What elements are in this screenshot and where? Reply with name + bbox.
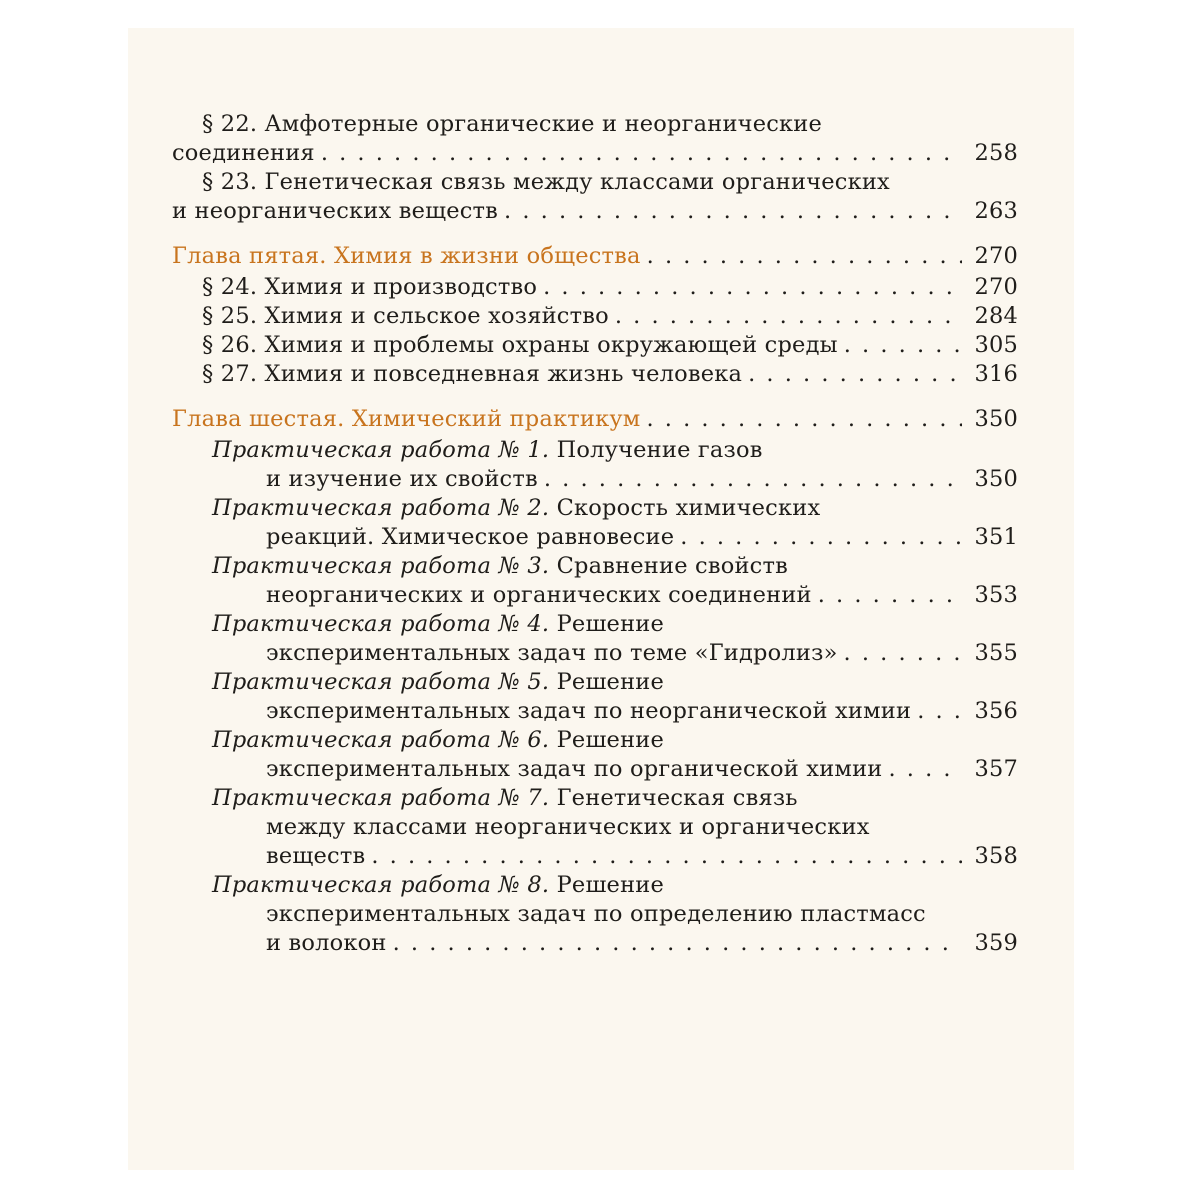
page-number: 359 — [974, 930, 1018, 956]
chapter-title: Глава шестая. Химический практикум — [172, 406, 641, 432]
toc-entry-text: Решение — [549, 727, 664, 753]
toc-entry-practical-6[interactable] — [172, 726, 1018, 784]
page-number: 356 — [974, 698, 1018, 724]
dot-leader — [680, 523, 962, 552]
practical-label: Практическая работа № 4. — [212, 611, 550, 637]
page-number: 316 — [974, 361, 1018, 387]
toc-entry-text: экспериментальных задач по неорганической химии — [266, 698, 912, 724]
toc-entry-practical-7[interactable] — [172, 784, 1018, 871]
chapter-title: Глава пятая. Химия в жизни общества — [172, 243, 641, 269]
dot-leader — [615, 302, 962, 331]
dot-leader — [647, 242, 962, 271]
practical-label: Практическая работа № 1. — [212, 437, 550, 463]
page-number: 350 — [974, 466, 1018, 492]
dot-leader — [917, 697, 962, 726]
toc-entry-text: § 27. Химия и повседневная жизнь человека — [202, 361, 743, 387]
dot-leader — [543, 273, 962, 302]
dot-leader — [889, 755, 963, 784]
toc-entry-section-26[interactable] — [172, 331, 1018, 360]
toc-entry-text: и неорганических веществ — [172, 198, 499, 224]
toc-entry-text: § 24. Химия и производство — [202, 274, 538, 300]
page-number: 263 — [974, 198, 1018, 224]
toc-entry-section-25[interactable] — [172, 302, 1018, 331]
practical-label: Практическая работа № 7. — [212, 785, 550, 811]
dot-leader — [371, 842, 962, 871]
dot-leader — [393, 929, 962, 958]
page-number: 270 — [974, 274, 1018, 300]
toc-entry-text: Скорость химических — [549, 495, 821, 521]
dot-leader — [818, 581, 962, 610]
toc-entry-text: § 26. Химия и проблемы охраны окружающей среды — [202, 332, 838, 358]
toc-entry-text: соединения — [172, 140, 315, 166]
dot-leader — [844, 331, 962, 360]
toc-entry-text: реакций. Химическое равновесие — [266, 524, 675, 550]
toc-entry-text: Сравнение свойств — [549, 553, 788, 579]
toc-entry-text: экспериментальных задач по органической химии — [266, 756, 883, 782]
toc-entry-chapter-5[interactable] — [172, 242, 1018, 271]
toc-entry-text: экспериментальных задач по теме «Гидролиз» — [266, 640, 838, 666]
toc-entry-practical-5[interactable] — [172, 668, 1018, 726]
page-number: 355 — [974, 640, 1018, 666]
toc-entry-text: экспериментальных задач по определению пластмасс — [266, 901, 926, 927]
toc-entry-text: § 25. Химия и сельское хозяйство — [202, 303, 609, 329]
toc-entry-text: веществ — [266, 843, 366, 869]
page-number: 357 — [974, 756, 1018, 782]
dot-leader — [646, 405, 962, 434]
toc-entry-practical-3[interactable] — [172, 552, 1018, 610]
page-number: 358 — [974, 843, 1018, 869]
toc-entry-practical-8[interactable] — [172, 871, 1018, 958]
toc-entry-text: Получение газов — [549, 437, 763, 463]
toc-entry-section-27[interactable] — [172, 360, 1018, 389]
dot-leader — [844, 639, 962, 668]
dot-leader — [544, 465, 962, 494]
toc-entry-text: § 23. Генетическая связь между классами органических — [202, 169, 890, 195]
page-number: 284 — [974, 303, 1018, 329]
page-number: 351 — [974, 524, 1018, 550]
practical-label: Практическая работа № 8. — [212, 872, 550, 898]
toc-entry-text: Решение — [549, 611, 664, 637]
practical-label: Практическая работа № 6. — [212, 727, 550, 753]
toc-entry-text: и волокон — [266, 930, 387, 956]
toc-entry-section-24[interactable] — [172, 273, 1018, 302]
toc-entry-text: Решение — [549, 872, 664, 898]
toc-entry-chapter-6[interactable] — [172, 405, 1018, 434]
toc-entry-practical-4[interactable] — [172, 610, 1018, 668]
toc-entry-section-22[interactable] — [172, 110, 1018, 168]
toc-entry-text: Генетическая связь — [549, 785, 798, 811]
page-number: 270 — [974, 243, 1018, 269]
page-number: 350 — [974, 406, 1018, 432]
toc-entry-text: и изучение их свойств — [266, 466, 538, 492]
toc-entry-section-23[interactable] — [172, 168, 1018, 226]
page-number: 353 — [974, 582, 1018, 608]
toc-entry-text: неорганических и органических соединений — [266, 582, 812, 608]
page-number: 258 — [974, 140, 1018, 166]
toc-entry-text: Решение — [549, 669, 664, 695]
table-of-contents — [172, 110, 1018, 958]
practical-label: Практическая работа № 3. — [212, 553, 550, 579]
practical-label: Практическая работа № 2. — [212, 495, 550, 521]
toc-entry-practical-1[interactable] — [172, 436, 1018, 494]
dot-leader — [504, 197, 962, 226]
toc-entry-practical-2[interactable] — [172, 494, 1018, 552]
toc-entry-text: между классами неорганических и органических — [266, 814, 870, 840]
page-number: 305 — [974, 332, 1018, 358]
toc-entry-text: § 22. Амфотерные органические и неорганические — [202, 111, 823, 137]
dot-leader — [748, 360, 962, 389]
dot-leader — [321, 139, 962, 168]
practical-label: Практическая работа № 5. — [212, 669, 550, 695]
